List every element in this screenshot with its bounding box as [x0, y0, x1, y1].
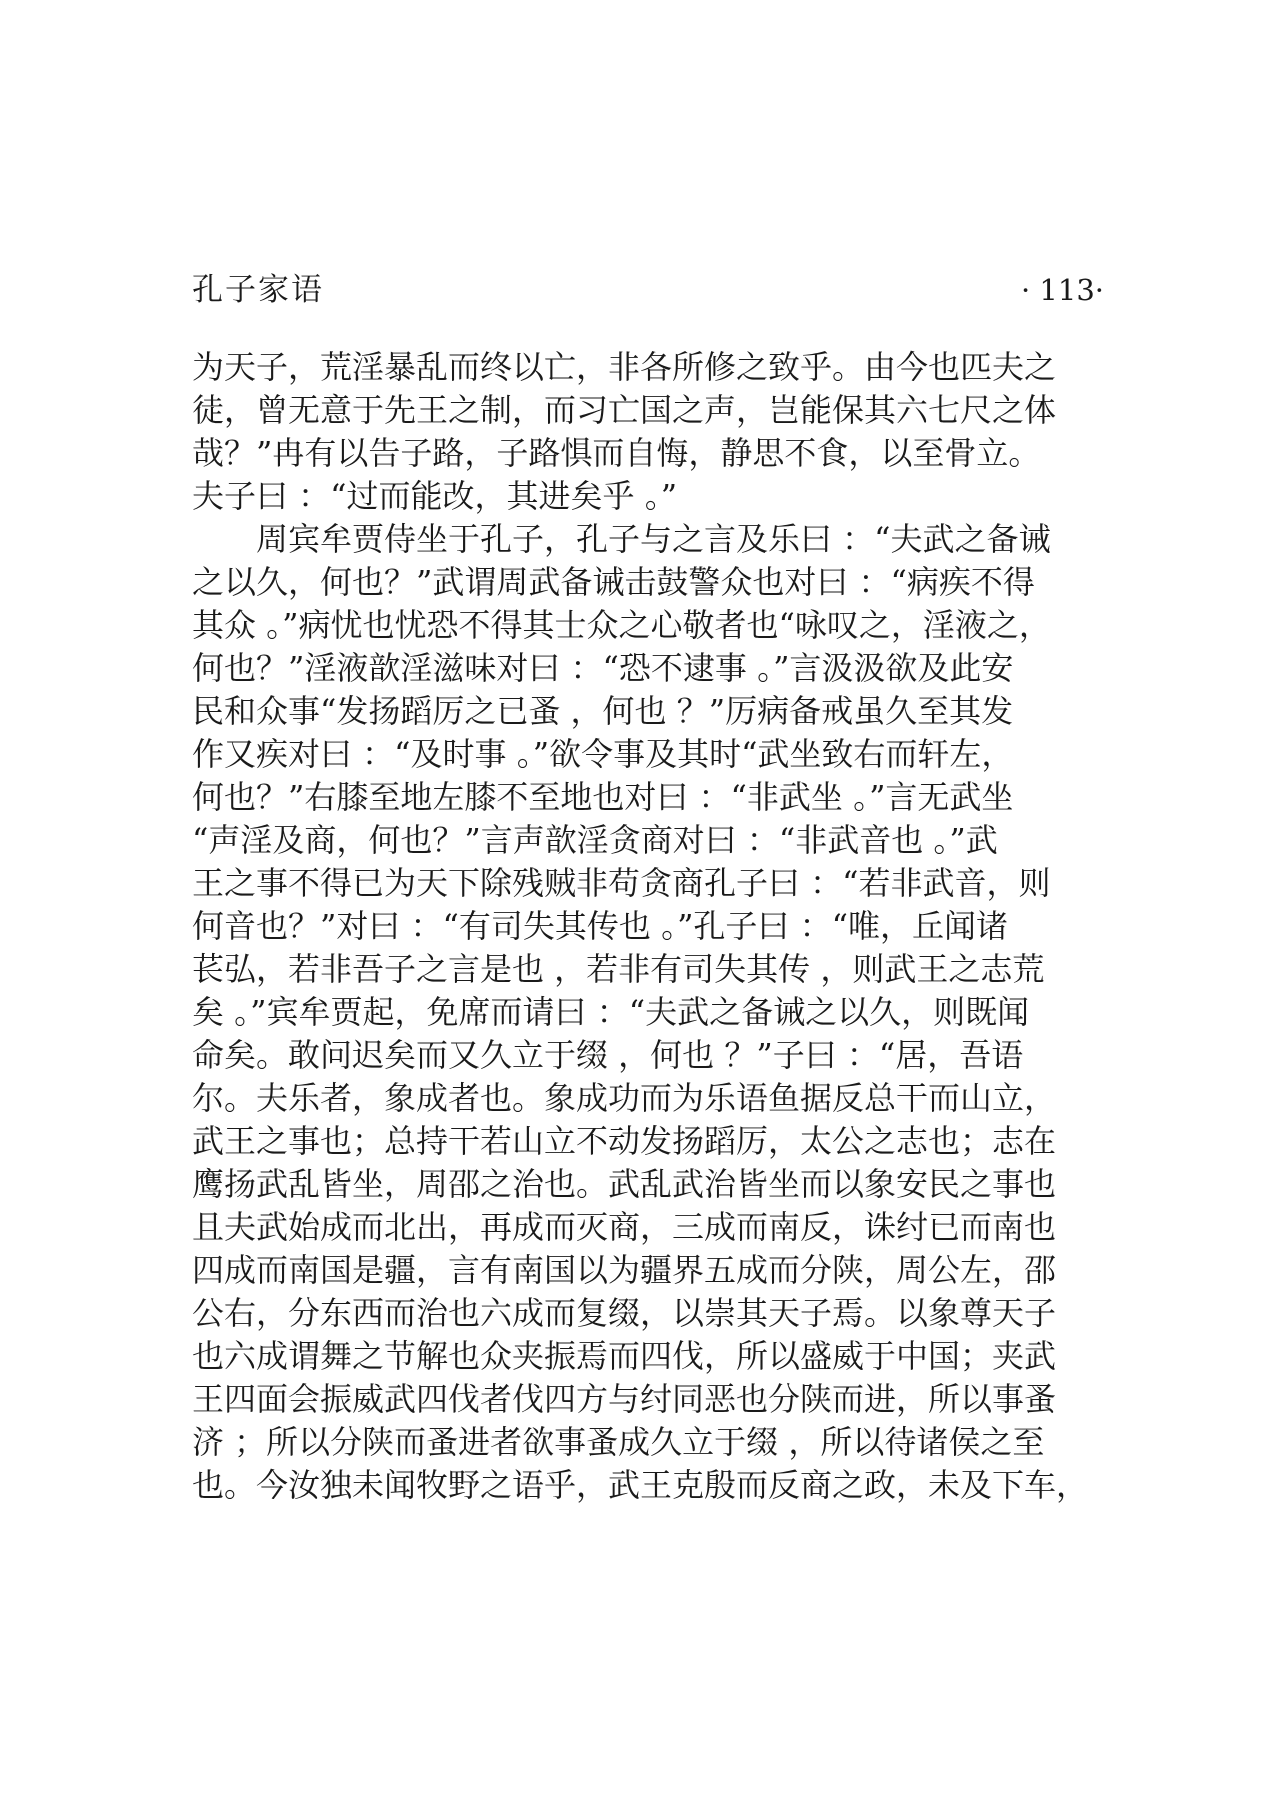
- text-line: 四成而南国是疆，言有南国以为疆界五成而分陕，周公左，邵: [192, 1251, 1057, 1289]
- text-line: 矣 。”宾牟贾起，免席而请曰 ：“夫武之备诫之以久，则既闻: [192, 993, 1030, 1031]
- text-line: 作又疾对曰 ：“及时事 。”欲令事及其时“武坐致右而轩左，: [192, 735, 1014, 773]
- text-line: 也。今汝独未闻牧野之语乎，武王克殷而反商之政，未及下车，: [192, 1466, 1089, 1504]
- text-line: 武王之事也；总持干若山立不动发扬蹈厉，太公之志也；志在: [192, 1122, 1057, 1160]
- page-number: · 113·: [1020, 273, 1104, 307]
- text-line: 命矣。敢问迟矣而又久立于缀 ，何也 ？”子曰 ：“居，吾语: [192, 1036, 1024, 1074]
- paragraph-first-line: 周宾牟贾侍坐于孔子，孔子与之言及乐曰 ：“夫武之备诫: [256, 520, 1051, 558]
- text-line: 王之事不得已为天下除残贼非苟贪商孔子曰 ：“若非武音，则: [192, 864, 1051, 902]
- text-line: 鹰扬武乱皆坐，周邵之治也。武乱武治皆坐而以象安民之事也: [192, 1165, 1057, 1203]
- text-line: 何也？”淫液歆淫滋味对曰 ：“恐不逮事 。”言汲汲欲及此安: [192, 649, 1014, 687]
- book-title: 孔子家语: [192, 272, 324, 308]
- text-line: 且夫武始成而北出，再成而灭商，三成而南反，诛纣已而南也: [192, 1208, 1057, 1246]
- text-line: “声淫及商，何也？”言声歆淫贪商对曰 ：“非武音也 。”武: [192, 821, 998, 859]
- text-line: 徒，曾无意于先王之制，而习亡国之声，岂能保其六七尺之体: [192, 391, 1057, 429]
- text-line: 何音也？”对曰 ：“有司失其传也 。”孔子曰 ：“唯，丘闻诸: [192, 907, 1008, 945]
- text-line: 民和众事“发扬蹈厉之已蚤 ，何也 ？”厉病备戒虽久至其发: [192, 692, 1014, 730]
- text-line: 苌弘，若非吾子之言是也 ，若非有司失其传 ，则武王之志荒: [192, 950, 1045, 988]
- text-line: 何也？”右膝至地左膝不至地也对曰 ：“非武坐 。”言无武坐: [192, 778, 1014, 816]
- text-line: 为天子，荒淫暴乱而终以亡，非各所修之致乎。由今也匹夫之: [192, 348, 1057, 386]
- text-line: 公右，分东西而治也六成而复缀，以崇其天子焉。以象尊天子: [192, 1294, 1057, 1332]
- text-line: 尔。夫乐者，象成者也。象成功而为乐语鱼据反总干而山立，: [192, 1079, 1057, 1117]
- text-line: 也六成谓舞之节解也众夹振焉而四伐，所以盛威于中国；夹武: [192, 1337, 1057, 1375]
- body-text: [192, 346, 1092, 1507]
- running-header: [192, 268, 1104, 312]
- text-line: 之以久，何也？”武谓周武备诫击鼓警众也对曰 ：“病疾不得: [192, 563, 1035, 601]
- text-line: 夫子曰 ：“过而能改，其进矣乎 。”: [192, 477, 678, 515]
- text-line: 济 ；所以分陕而蚤进者欲事蚤成久立于缀 ，所以待诸侯之至: [192, 1423, 1045, 1461]
- text-line: 其众 。”病忧也忧恐不得其士众之心敬者也“咏叹之，淫液之，: [192, 606, 1051, 644]
- text-line: 哉？”冉有以告子路，子路惧而自悔，静思不食，以至骨立。: [192, 434, 1041, 472]
- text-line: 王四面会振威武四伐者伐四方与纣同恶也分陕而进，所以事蚤: [192, 1380, 1057, 1418]
